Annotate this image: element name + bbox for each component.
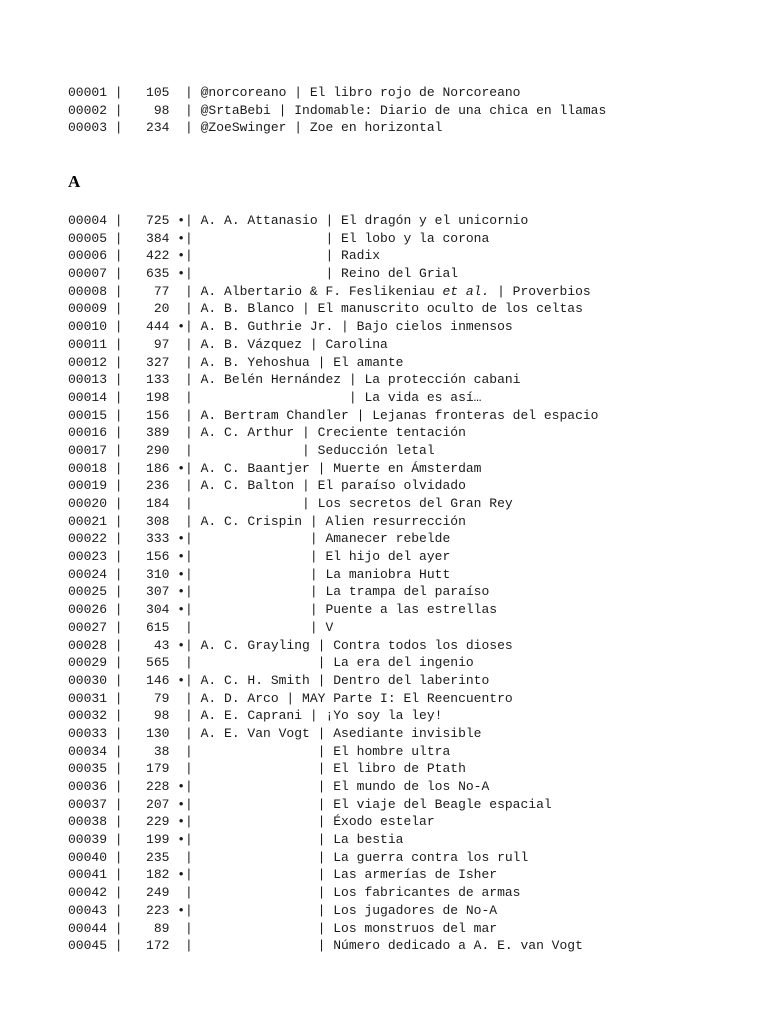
entry-line: 00005 | 384 •| | El lobo y la corona xyxy=(68,230,490,246)
entry-line: 00030 | 146 •| A. C. H. Smith | Dentro del laberinto xyxy=(68,672,490,688)
entry-line: 00006 | 422 •| | Radix xyxy=(68,248,381,264)
entry-line: 00042 | 249 | | Los fabricantes de armas xyxy=(68,885,521,901)
entry-line: 00015 | 156 | A. Bertram Chandler | Lejanas fronteras del espacio xyxy=(68,407,599,423)
entry-line: 00044 | 89 | | Los monstruos del mar xyxy=(68,920,498,936)
entry-line: 00043 | 223 •| | Los jugadores de No-A xyxy=(68,902,498,918)
italic-emphasis: et al. xyxy=(442,283,490,299)
entry-line: 00039 | 199 •| | La bestia xyxy=(68,832,404,848)
entry-line: 00031 | 79 | A. D. Arco | MAY Parte I: El Reencuentro xyxy=(68,690,513,706)
entry-line: 00037 | 207 •| | El viaje del Beagle espacial xyxy=(68,796,552,812)
entry-line: 00033 | 130 | A. E. Van Vogt | Asediante invisible xyxy=(68,725,482,741)
entry-line: 00004 | 725 •| A. A. Attanasio | El dragón y el unicornio xyxy=(68,213,529,228)
entry-line: 00038 | 229 •| | Éxodo estelar xyxy=(68,814,435,830)
entry-line: 00017 | 290 | | Seducción letal xyxy=(68,442,435,458)
entry-line: 00040 | 235 | | La guerra contra los rull xyxy=(68,849,529,865)
entry-line: 00019 | 236 | A. C. Balton | El paraíso olvidado xyxy=(68,478,466,494)
entry-line: 00016 | 389 | A. C. Arthur | Creciente tentación xyxy=(68,425,466,441)
entry-line: 00024 | 310 •| | La maniobra Hutt xyxy=(68,566,451,582)
entry-line: 00036 | 228 •| | El mundo de los No-A xyxy=(68,779,490,794)
entry-line: 00025 | 307 •| | La trampa del paraíso xyxy=(68,584,490,600)
entry-line: 00013 | 133 | A. Belén Hernández | La protección cabani xyxy=(68,372,521,388)
entry-line: 00003 | 234 | @ZoeSwinger | Zoe en horizontal xyxy=(68,120,443,136)
header-entry-list xyxy=(68,84,648,137)
entry-line: 00011 | 97 | A. B. Vázquez | Carolina xyxy=(68,336,388,352)
entry-line: 00029 | 565 | | La era del ingenio xyxy=(68,655,474,671)
entry-line: 00001 | 105 | @norcoreano | El libro rojo de Norcoreano xyxy=(68,85,521,100)
entry-line: 00026 | 304 •| | Puente a las estrellas xyxy=(68,602,498,618)
section-heading: A xyxy=(68,172,81,191)
entry-line: 00045 | 172 | | Número dedicado a A. E. van Vogt xyxy=(68,938,583,954)
entry-line: 00035 | 179 | | El libro de Ptath xyxy=(68,761,466,777)
entry-line: 00022 | 333 •| | Amanecer rebelde xyxy=(68,531,451,547)
entry-line: 00028 | 43 •| A. C. Grayling | Contra todos los dioses xyxy=(68,637,513,653)
entry-line: 00008 | 77 | A. Albertario & F. Feslikeniau et al. | Proverbios xyxy=(68,283,591,299)
entry-line: 00020 | 184 | | Los secretos del Gran Rey xyxy=(68,496,513,511)
entry-line: 00023 | 156 •| | El hijo del ayer xyxy=(68,549,451,565)
entry-line: 00002 | 98 | @SrtaBebi | Indomable: Diario de una chica en llamas xyxy=(68,102,607,118)
entry-line: 00034 | 38 | | El hombre ultra xyxy=(68,743,451,759)
entry-line: 00041 | 182 •| | Las armerías de Isher xyxy=(68,867,498,883)
entry-line: 00007 | 635 •| | Reino del Grial xyxy=(68,266,459,282)
entry-line: 00014 | 198 | | La vida es así… xyxy=(68,389,482,405)
entry-line: 00032 | 98 | A. E. Caprani | ¡Yo soy la ley! xyxy=(68,708,443,724)
entry-line: 00021 | 308 | A. C. Crispin | Alien resurrección xyxy=(68,513,466,529)
entry-line: 00010 | 444 •| A. B. Guthrie Jr. | Bajo cielos inmensos xyxy=(68,319,513,335)
entry-line: 00027 | 615 | | V xyxy=(68,619,334,635)
entry-line: 00009 | 20 | A. B. Blanco | El manuscrito oculto de los celtas xyxy=(68,301,583,317)
entry-line: 00012 | 327 | A. B. Yehoshua | El amante xyxy=(68,354,404,370)
entry-line: 00018 | 186 •| A. C. Baantjer | Muerte en Ámsterdam xyxy=(68,460,482,476)
section-entry-list xyxy=(68,212,648,955)
